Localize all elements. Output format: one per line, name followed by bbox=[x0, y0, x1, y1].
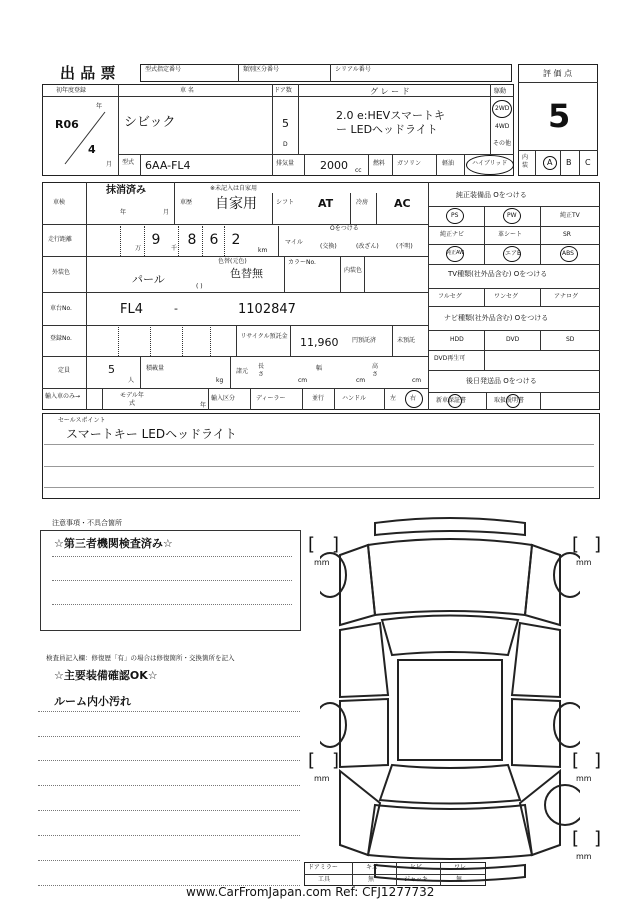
spare-mm: mm bbox=[576, 852, 592, 861]
dvd-playback: DVD再生可 bbox=[434, 355, 466, 362]
notes-line2: ☆主要装備確認OK☆ bbox=[54, 669, 158, 682]
recycle-label: リサイクル預託金 bbox=[240, 333, 288, 340]
drive-label: 駆動 bbox=[494, 88, 507, 95]
dims-label: 諸元 bbox=[236, 368, 249, 375]
model-cert-label: 型式指定番号 bbox=[145, 66, 182, 73]
score-label: 評 価 点 bbox=[543, 69, 573, 78]
tv-fullseg: フルセグ bbox=[438, 293, 462, 300]
chassis-prefix: FL4 bbox=[120, 302, 143, 317]
recycle-unpaid: 未預託 bbox=[397, 337, 416, 344]
fuel-gas: ガソリン bbox=[397, 160, 422, 167]
color-no-label: カラーNo. bbox=[288, 259, 316, 266]
inspector-label: 検査員記入欄：修復歴「有」の場合は修復箇所・交換箇所を記入 bbox=[46, 654, 235, 662]
mile-unknown: (不明) bbox=[396, 243, 413, 250]
height-cm: cm bbox=[412, 377, 422, 384]
post-manual: 取扱説明書 bbox=[494, 397, 525, 404]
opt-sr: SR bbox=[563, 231, 571, 238]
mile-label: マイル bbox=[285, 239, 303, 246]
import-parallel: 並行 bbox=[312, 395, 325, 402]
import-label: 輸入車のみ→ bbox=[45, 393, 81, 400]
tire-fl-bracket-l: [ bbox=[308, 534, 316, 555]
year-suffix: 年 bbox=[96, 103, 103, 110]
legend-tools: 工具 bbox=[318, 876, 331, 883]
doors-sub: D bbox=[283, 141, 288, 148]
car-name: シビック bbox=[124, 115, 176, 130]
color-change-label: 色替(元色) bbox=[218, 258, 247, 265]
opt-aw: 純正AW bbox=[446, 250, 465, 256]
fuel-hybrid: ハイブリッド bbox=[472, 160, 508, 167]
shift-value: AT bbox=[318, 197, 334, 210]
model-year-suffix: 年 bbox=[200, 402, 207, 409]
interior-c: C bbox=[585, 158, 591, 167]
capacity-person: 人 bbox=[128, 377, 135, 384]
recycle-paid: 円預託済 bbox=[352, 337, 377, 344]
first-reg-month: 4 bbox=[88, 143, 96, 156]
nav-hdd: HDD bbox=[450, 336, 464, 343]
load-label: 積載量 bbox=[146, 365, 165, 372]
post-header: 後日発送品 Oをつける bbox=[466, 377, 537, 385]
color-value: パール bbox=[132, 273, 165, 286]
category-label: 類別区分番号 bbox=[243, 66, 280, 73]
inspection-year: 年 bbox=[120, 209, 127, 216]
car-damage-diagram bbox=[320, 515, 580, 885]
mileage-sen: 千 bbox=[171, 245, 178, 252]
displacement-value: 2000 bbox=[320, 159, 348, 172]
mileage-digit-6: 2 bbox=[231, 232, 241, 248]
mileage-label: 走行距離 bbox=[48, 236, 73, 243]
drive-2wd: 2WD bbox=[495, 105, 510, 112]
grade-label: グ レ ー ド bbox=[370, 87, 410, 96]
usage-value: 自家用 bbox=[215, 196, 257, 212]
model-year-label: モデル年式 bbox=[120, 392, 144, 407]
legend-break: ワレ bbox=[454, 864, 467, 871]
color-label: 外装色 bbox=[52, 269, 71, 276]
sales-point-label: セールスポイント bbox=[58, 417, 106, 424]
interior-a: A bbox=[547, 158, 553, 167]
model-code-label: 型式 bbox=[122, 159, 135, 166]
tire-rr-bracket-l: [ bbox=[572, 750, 580, 771]
load-kg: kg bbox=[216, 377, 224, 384]
interior-color-label: 内装色 bbox=[344, 267, 363, 274]
first-reg-year: R06 bbox=[55, 118, 79, 131]
drive-4wd: 4WD bbox=[495, 123, 510, 130]
category-note: ※未記入は自家用 bbox=[210, 185, 258, 192]
first-reg-label: 初年度登録 bbox=[56, 87, 87, 94]
model-code: 6AA-FL4 bbox=[145, 159, 191, 172]
opt-tv: 純正TV bbox=[560, 212, 580, 219]
legend-scratch: キズ bbox=[366, 864, 378, 871]
spare-bracket-l: [ bbox=[572, 828, 580, 849]
tire-fr-bracket-r: ] bbox=[594, 534, 602, 555]
legend-jack: ジャッキ bbox=[404, 876, 428, 883]
mileage-man: 万 bbox=[135, 245, 142, 252]
legend-mirror: ドアミラー bbox=[308, 864, 338, 871]
legend-tools-value: 無 bbox=[368, 876, 375, 883]
tv-oneseg: ワンセグ bbox=[494, 293, 519, 300]
fuel-label: 燃料 bbox=[373, 160, 386, 167]
form-title: 出 品 票 bbox=[60, 64, 116, 82]
header-fields bbox=[140, 64, 512, 82]
length-label: 長さ bbox=[258, 363, 265, 378]
tire-fl-mm: mm bbox=[314, 558, 330, 567]
inspection-value: 抹消済み bbox=[106, 185, 146, 196]
capacity-label: 定員 bbox=[58, 367, 71, 374]
nav-sd: SD bbox=[566, 336, 575, 343]
drive-other: その他 bbox=[493, 140, 512, 147]
mileage-digit-3: 9 bbox=[151, 232, 161, 248]
score-value: 5 bbox=[548, 97, 571, 135]
cooler-value: AC bbox=[394, 197, 411, 210]
tire-rl-mm: mm bbox=[314, 774, 330, 783]
handle-label: ハンドル bbox=[342, 395, 367, 402]
chassis-number: 1102847 bbox=[238, 302, 296, 317]
tire-fr-mm: mm bbox=[576, 558, 592, 567]
tv-analog: アナログ bbox=[554, 293, 579, 300]
displacement-label: 排気量 bbox=[276, 160, 295, 167]
nav-dvd: DVD bbox=[506, 336, 520, 343]
month-suffix: 月 bbox=[106, 161, 113, 168]
import-dealer: ディーラー bbox=[256, 395, 286, 402]
mileage-digit-5: 6 bbox=[209, 232, 219, 248]
reg-no-label: 登録No. bbox=[50, 335, 72, 342]
width-label: 幅 bbox=[316, 365, 323, 372]
cooler-label: 冷房 bbox=[356, 199, 369, 206]
car-name-label: 車 名 bbox=[180, 87, 194, 94]
notes-line1: ☆第三者機関検査済み☆ bbox=[54, 537, 173, 550]
legend-jack-value: 無 bbox=[456, 876, 463, 883]
nav-header: ナビ種類(社外品含む) Oをつける bbox=[444, 314, 549, 322]
recycle-amount: 11,960 bbox=[300, 336, 339, 349]
notes-line3: ルーム内小汚れ bbox=[54, 695, 131, 708]
grade-line2: ー LEDヘッドライト bbox=[336, 123, 438, 136]
chassis-dash: - bbox=[174, 302, 178, 315]
options-header: 純正装備品 Oをつける bbox=[456, 191, 527, 199]
grade-line1: 2.0 e:HEVスマートキ bbox=[336, 109, 445, 122]
spare-bracket-r: ] bbox=[594, 828, 602, 849]
opt-ps: PS bbox=[451, 212, 459, 219]
inspection-month: 月 bbox=[163, 209, 170, 216]
mileage-km: km bbox=[258, 247, 268, 254]
doors-label: ドア数 bbox=[274, 87, 292, 94]
fuel-diesel: 軽油 bbox=[442, 160, 455, 167]
tv-header: TV種類(社外品含む) Oをつける bbox=[448, 270, 548, 278]
inspection-label: 車検 bbox=[53, 199, 66, 206]
height-label: 高さ bbox=[372, 363, 379, 378]
sales-point-text: スマートキー LEDヘッドライト bbox=[66, 427, 237, 441]
body-type-label: 車歴 bbox=[180, 199, 193, 206]
opt-pw: PW bbox=[507, 212, 517, 219]
length-cm: cm bbox=[298, 377, 308, 384]
interior-label: 内装 bbox=[522, 154, 529, 169]
opt-leather: 革シート bbox=[498, 231, 523, 238]
color-paren: ( ) bbox=[196, 283, 203, 290]
interior-b: B bbox=[566, 158, 572, 167]
handle-left: 左 bbox=[390, 395, 397, 402]
width-cm: cm bbox=[356, 377, 366, 384]
tire-rr-bracket-r: ] bbox=[594, 750, 602, 771]
opt-abs: ABS bbox=[562, 250, 574, 257]
shift-label: シフト bbox=[276, 199, 295, 206]
opt-navi: 純正ナビ bbox=[440, 231, 465, 238]
tire-rl-bracket-r: ] bbox=[332, 750, 340, 771]
chassis-label: 車台No. bbox=[50, 305, 72, 312]
tire-rl-bracket-l: [ bbox=[308, 750, 316, 771]
mile-circle-note: Oをつける bbox=[330, 225, 359, 232]
tire-rr-mm: mm bbox=[576, 774, 592, 783]
footer-reference: www.CarFromJapan.com Ref: CFJ1277732 bbox=[186, 885, 435, 899]
handle-right: 右 bbox=[410, 395, 417, 402]
tire-fl-bracket-r: ] bbox=[332, 534, 340, 555]
mileage-digit-4: 8 bbox=[187, 232, 197, 248]
mile-exchange: (交換) bbox=[320, 243, 337, 250]
tire-fr-bracket-l: [ bbox=[572, 534, 580, 555]
import-cat-label: 輸入区分 bbox=[211, 395, 236, 402]
notes-label: 注意事項・不具合箇所 bbox=[52, 519, 122, 527]
post-warranty: 新車保証書 bbox=[436, 397, 467, 404]
legend-crack: ヒビ bbox=[410, 864, 423, 871]
capacity-value: 5 bbox=[108, 363, 115, 376]
opt-airbag: エアB bbox=[505, 250, 522, 257]
color-change-value: 色替無 bbox=[230, 267, 263, 280]
serial-label: シリアル番号 bbox=[335, 66, 371, 73]
doors-value: 5 bbox=[282, 117, 289, 130]
cc-unit: cc bbox=[355, 167, 362, 174]
mile-altered: (改ざん) bbox=[356, 243, 379, 250]
